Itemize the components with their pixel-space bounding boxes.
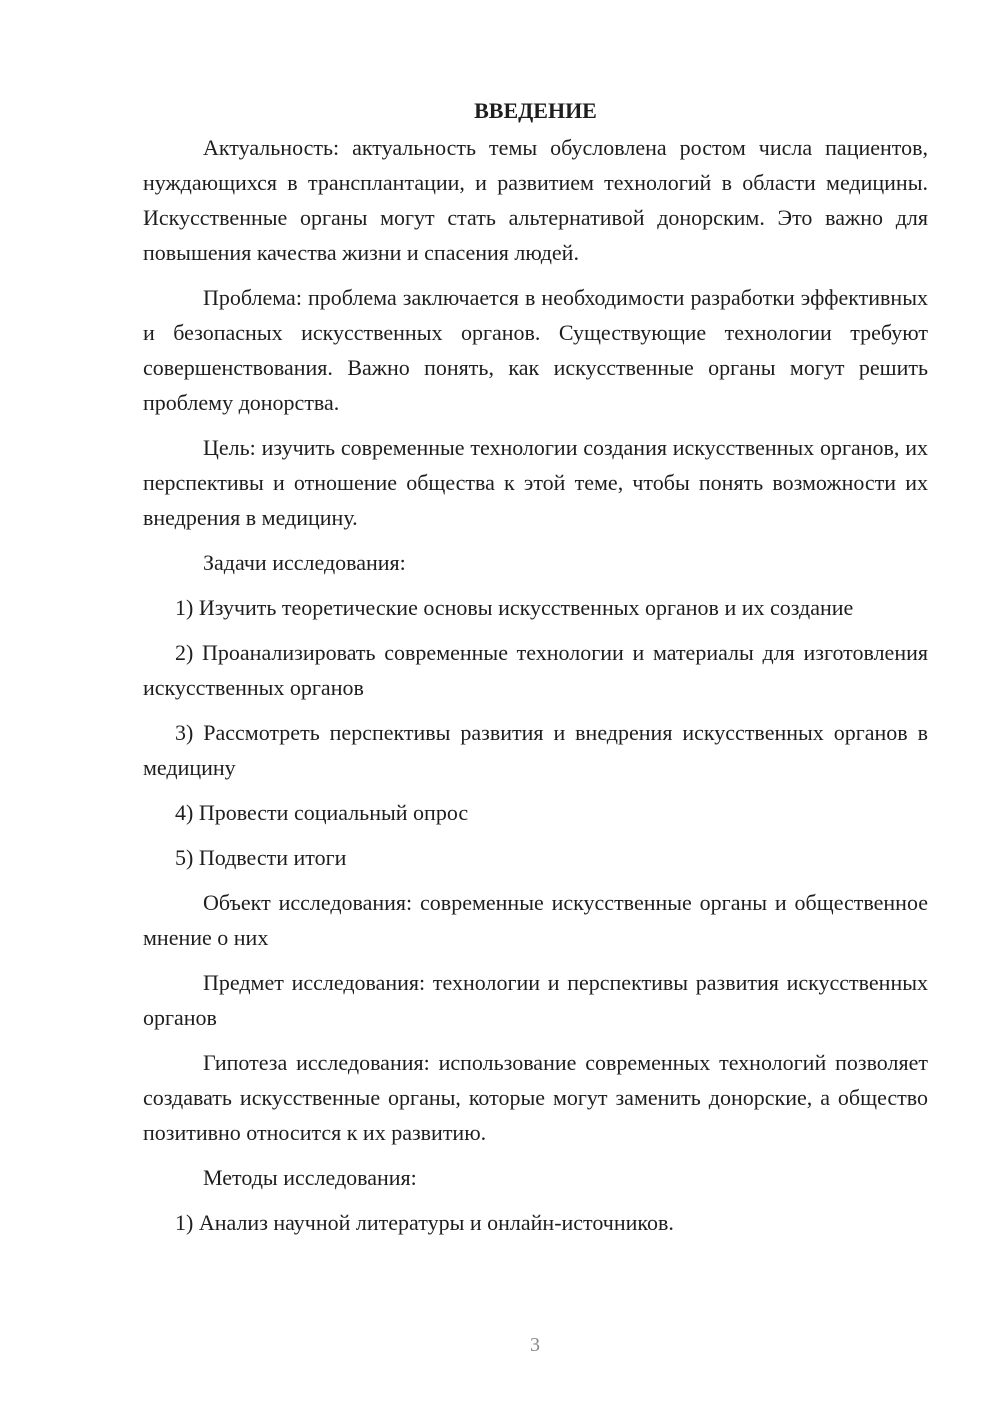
method-item-1: 1) Анализ научной литературы и онлайн-источников. [175,1210,674,1235]
subject-paragraph: Предмет исследования: технологии и перспективы развития искусственных органов [143,970,928,1030]
goal-paragraph: Цель: изучить современные технологии создания искусственных органов, их перспективы и отношение общества к этой теме, чтобы понять возможности их внедрения в медицину. [143,435,928,530]
relevance-paragraph: Актуальность: актуальность темы обусловлена ростом числа пациентов, нуждающихся в трансплантации, и развитием технологий в области медицины. Искусственные органы могут стать альтернативой донорским. Это важно для повышения качества жизни и спасения людей. [143,135,928,265]
task-item-4: 4) Провести социальный опрос [175,800,469,825]
hypothesis-paragraph: Гипотеза исследования: использование современных технологий позволяет создавать искусственные органы, которые могут заменить донорские, а общество позитивно относится к их развитию. [143,1050,928,1145]
task-item-1: 1) Изучить теоретические основы искусственных органов и их создание [175,595,854,620]
page-content [143,93,928,1250]
problem-paragraph: Проблема: проблема заключается в необходимости разработки эффективных и безопасных искусственных органов. Существующие технологии требуют совершенствования. Важно понять, как искусственные органы могут решить проблему донорства. [143,285,928,415]
methods-heading: Методы исследования: [203,1165,417,1190]
page-number: 3 [530,1334,540,1356]
task-item-2: 2) Проанализировать современные технологии и материалы для изготовления искусственных органов [143,640,928,700]
section-title: ВВЕДЕНИЕ [474,98,597,123]
task-item-5: 5) Подвести итоги [175,845,347,870]
object-paragraph: Объект исследования: современные искусственные органы и общественное мнение о них [143,890,928,950]
tasks-heading: Задачи исследования: [203,550,406,575]
task-item-3: 3) Рассмотреть перспективы развития и внедрения искусственных органов в медицину [143,720,928,780]
